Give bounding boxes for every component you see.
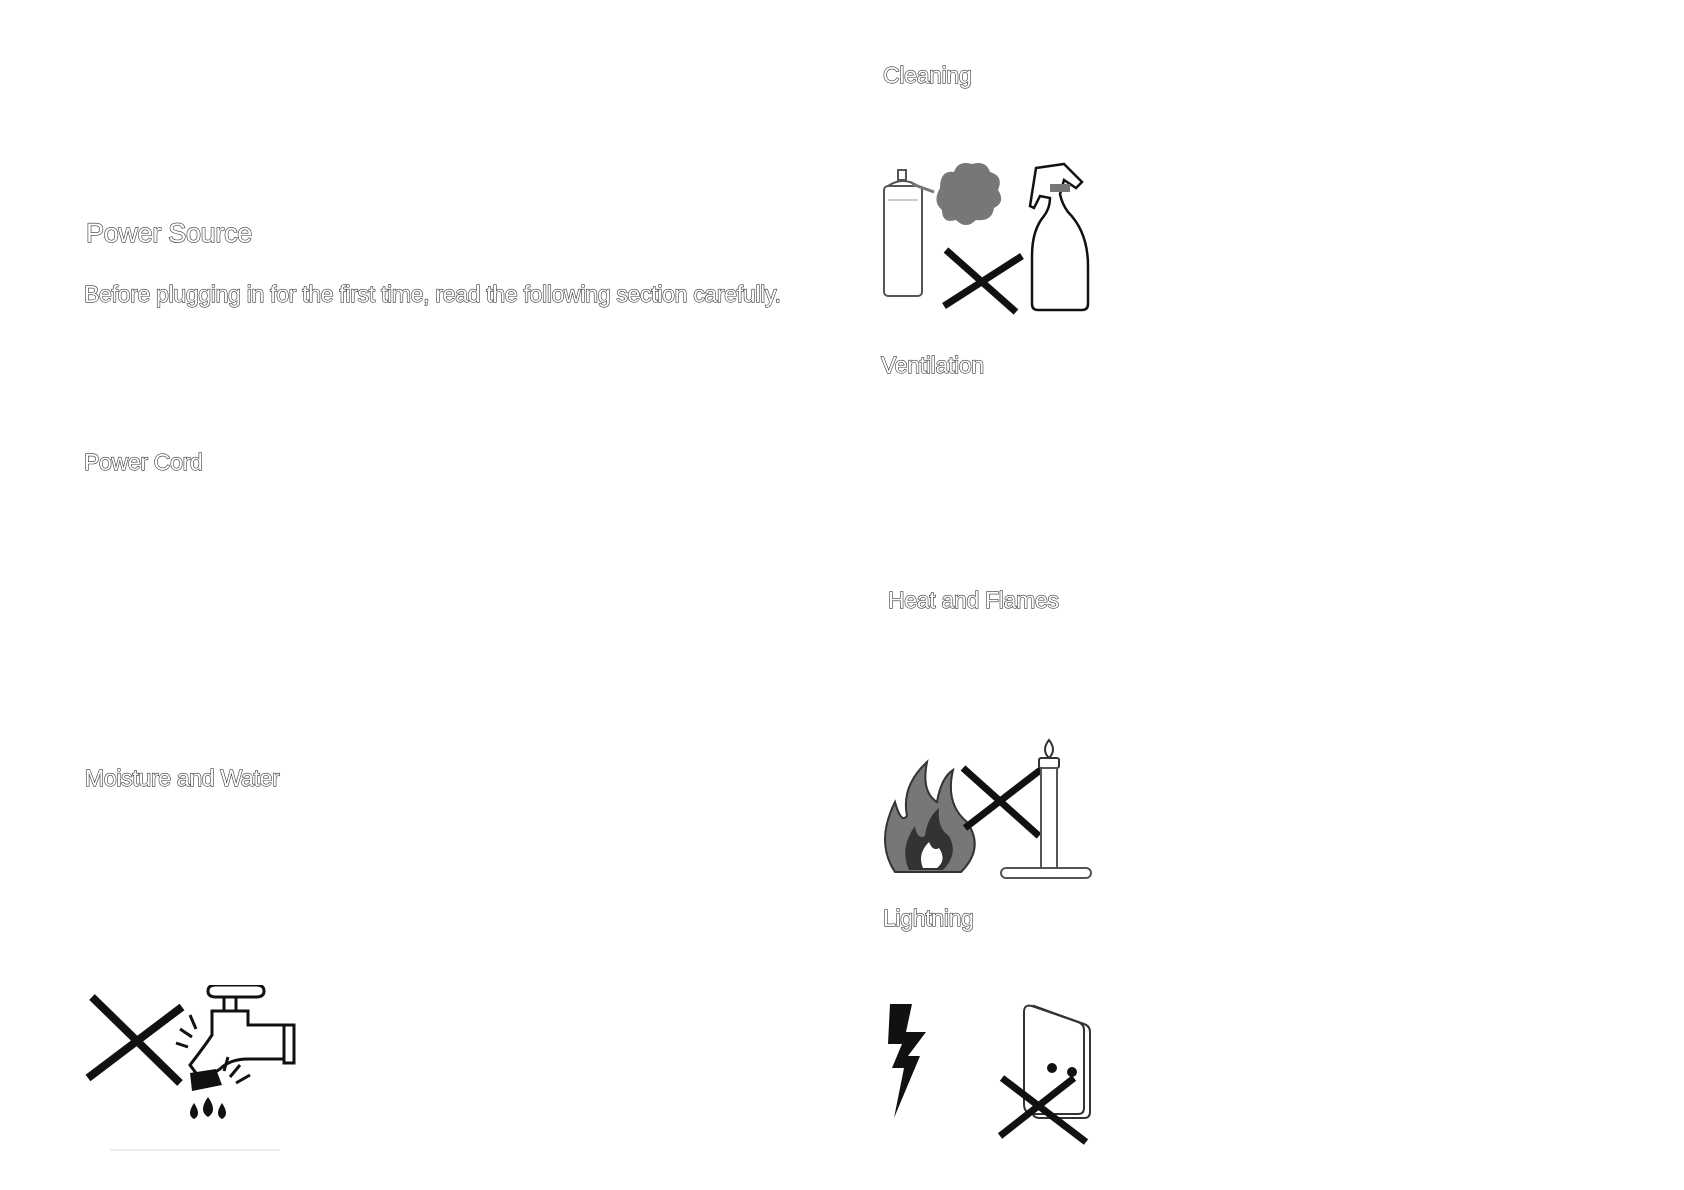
- aerosol-spray-prohibited-icon: [882, 162, 1102, 322]
- moisture-water-heading: Moisture and Water: [85, 765, 280, 791]
- power-cord-heading: Power Cord: [84, 449, 203, 475]
- lightning-unplug-icon: [884, 1002, 1114, 1152]
- heat-flames-heading: Heat and Flames: [888, 587, 1059, 613]
- fire-candle-prohibited-icon: [883, 732, 1093, 882]
- ventilation-heading: Ventilation: [881, 352, 984, 378]
- power-source-heading: Power Source: [86, 218, 252, 248]
- lightning-heading: Lightning: [883, 905, 974, 931]
- power-source-intro: Before plugging in for the first time, read the following section carefully.: [84, 281, 781, 307]
- cleaning-heading: Cleaning: [883, 62, 972, 88]
- water-tap-prohibited-icon: [84, 985, 299, 1160]
